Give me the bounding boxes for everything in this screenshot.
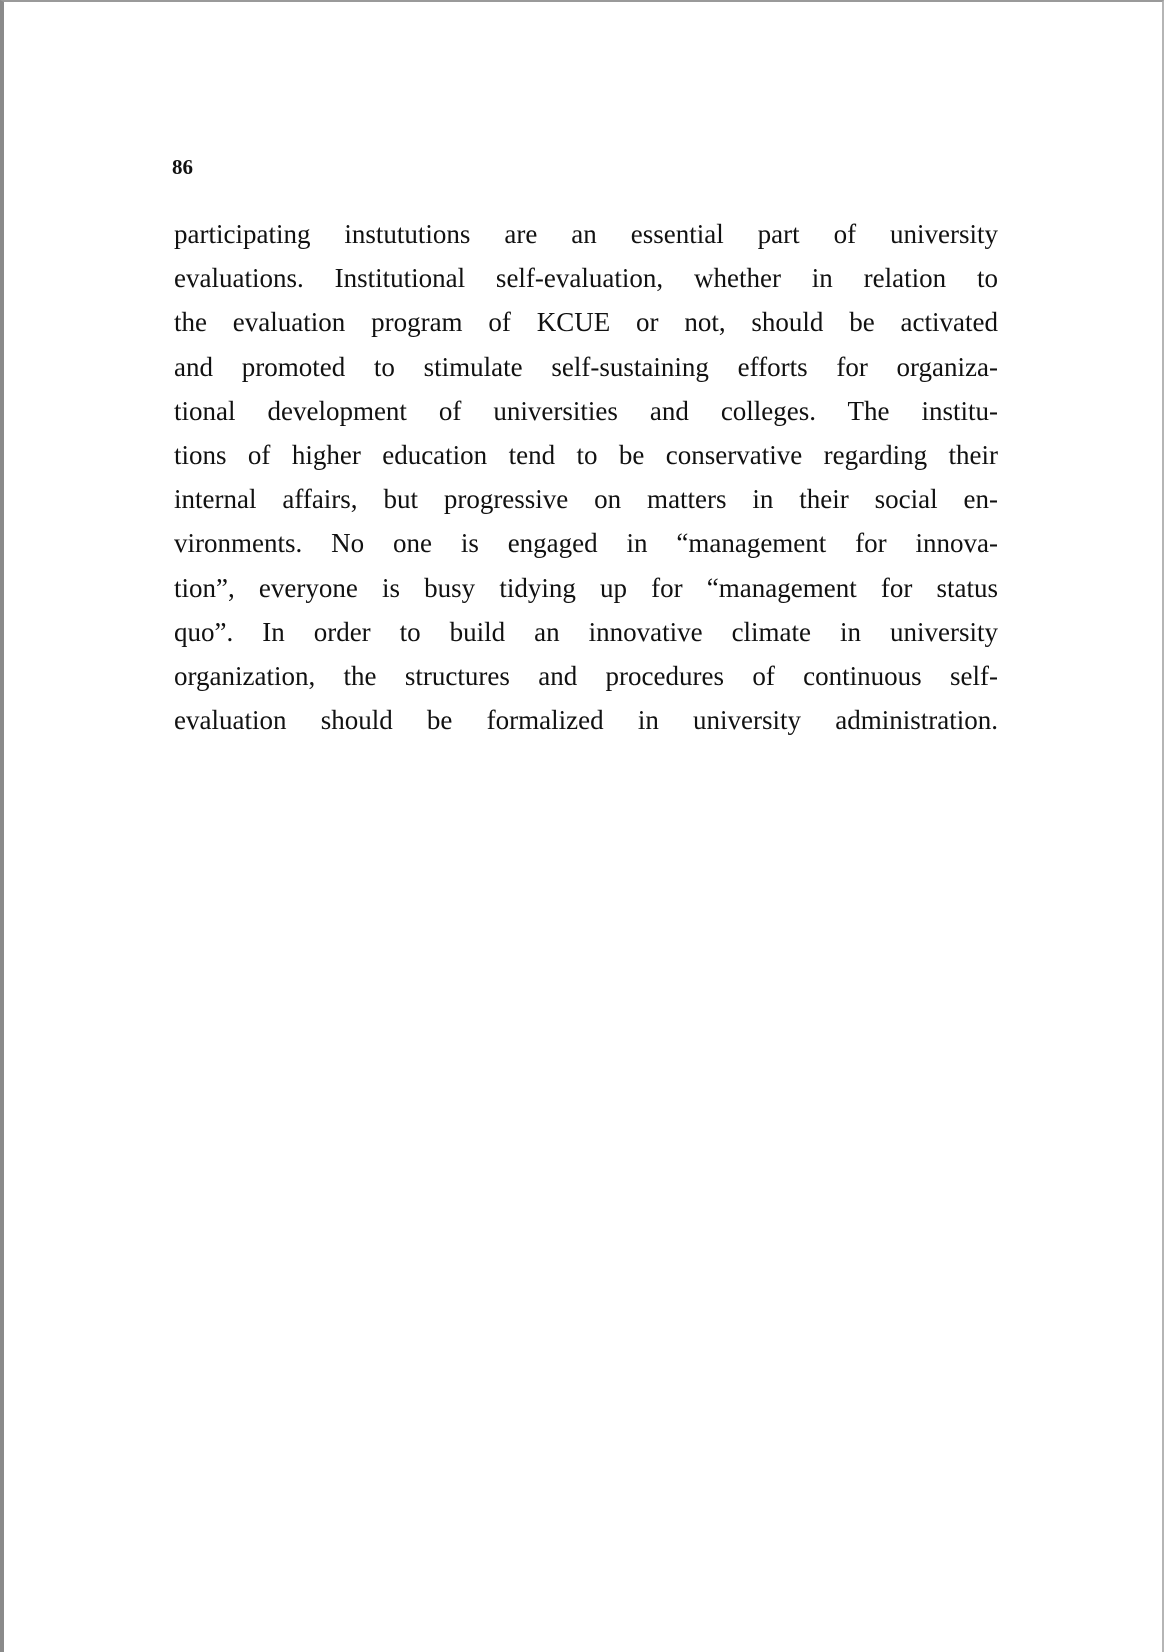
text-line: and promoted to stimulate self-sustaining efforts for organiza- (174, 351, 998, 382)
text-line: tional development of universities and colleges. The institu- (174, 395, 998, 426)
text-line: evaluations. Institutional self-evaluation, whether in relation to (174, 263, 998, 294)
text-line: tion”, everyone is busy tidying up for “management for status (174, 572, 998, 603)
text-line: evaluation should be formalized in university administration. (174, 705, 998, 736)
text-line: internal affairs, but progressive on matters in their social en- (174, 484, 998, 515)
text-line: quo”. In order to build an innovative climate in university (174, 616, 998, 647)
text-line: participating instututions are an essential part of university (174, 219, 998, 249)
text-line: tions of higher education tend to be conservative regarding their (174, 439, 998, 470)
text-line: vironments. No one is engaged in “management for innova- (174, 528, 998, 559)
text-line: the evaluation program of KCUE or not, should be activated (174, 307, 998, 338)
page-number: 86 (172, 155, 193, 179)
text-line: organization, the structures and procedures of continuous self- (174, 660, 998, 691)
body-paragraph (174, 212, 998, 742)
